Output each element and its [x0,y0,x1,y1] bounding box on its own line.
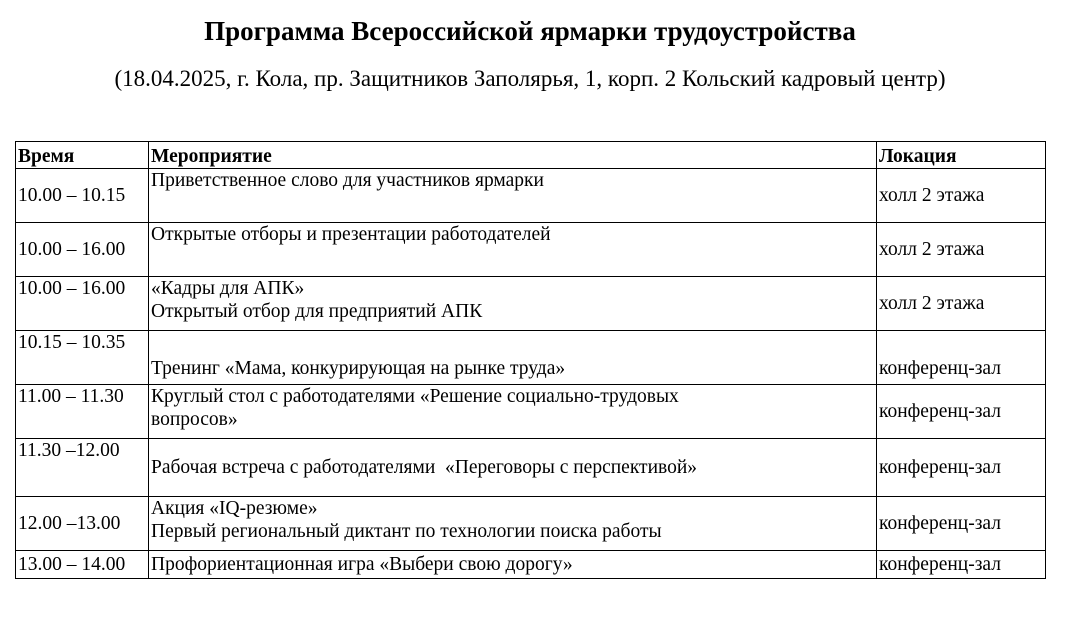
event-line: Рабочая встреча с работодателями «Переговоры с перспективой» [151,457,698,478]
event-line: Открытый отбор для предприятий АПК [151,301,483,322]
location-cell: конференц-зал [877,331,1046,385]
header-time: Время [16,142,149,169]
location-cell: конференц-зал [877,385,1046,439]
table-row [16,385,1046,439]
event-cell [149,277,877,331]
event-line: Акция «IQ-резюме» [151,498,318,519]
time-cell: 13.00 – 14.00 [16,551,149,579]
location-cell: конференц-зал [877,551,1046,579]
document-subtitle: (18.04.2025, г. Кола, пр. Защитников Заполярья, 1, корп. 2 Кольский кадровый центр) [114,66,946,91]
table-row [16,497,1046,551]
event-cell [149,439,877,497]
table-row [16,551,1046,579]
document-title: Программа Всероссийской ярмарки трудоустройства [204,16,856,46]
time-cell: 11.30 –12.00 [16,439,149,497]
table-row [16,331,1046,385]
event-line: вопросов» [151,409,238,430]
event-line: Круглый стол с работодателями «Решение социально-трудовых [151,386,679,407]
table-row [16,439,1046,497]
location-cell: конференц-зал [877,497,1046,551]
event-line: Открытые отборы и презентации работодателей [151,224,551,245]
event-cell [149,169,877,223]
event-cell [149,551,877,579]
event-cell [149,331,877,385]
header-location: Локация [877,142,1046,169]
table-row [16,169,1046,223]
event-cell [149,223,877,277]
header-event: Мероприятие [149,142,877,169]
event-cell [149,497,877,551]
table-header-row [16,142,1046,169]
time-cell: 10.00 – 16.00 [16,277,149,331]
event-line: Приветственное слово для участников ярмарки [151,170,544,191]
location-cell: холл 2 этажа [877,223,1046,277]
location-cell: конференц-зал [877,439,1046,497]
time-cell: 12.00 –13.00 [16,497,149,551]
event-line: Первый региональный диктант по технологии поиска работы [151,521,662,542]
time-cell: 10.00 – 16.00 [16,223,149,277]
event-line: «Кадры для АПК» [151,278,305,299]
event-cell [149,385,877,439]
event-line: Профориентационная игра «Выбери свою дорогу» [151,554,573,575]
event-line: Тренинг «Мама, конкурирующая на рынке труда» [151,358,566,379]
location-cell: холл 2 этажа [877,169,1046,223]
location-cell: холл 2 этажа [877,277,1046,331]
schedule-table [15,141,1046,579]
time-cell: 11.00 – 11.30 [16,385,149,439]
table-row [16,277,1046,331]
time-cell: 10.00 – 10.15 [16,169,149,223]
time-cell: 10.15 – 10.35 [16,331,149,385]
table-row [16,223,1046,277]
